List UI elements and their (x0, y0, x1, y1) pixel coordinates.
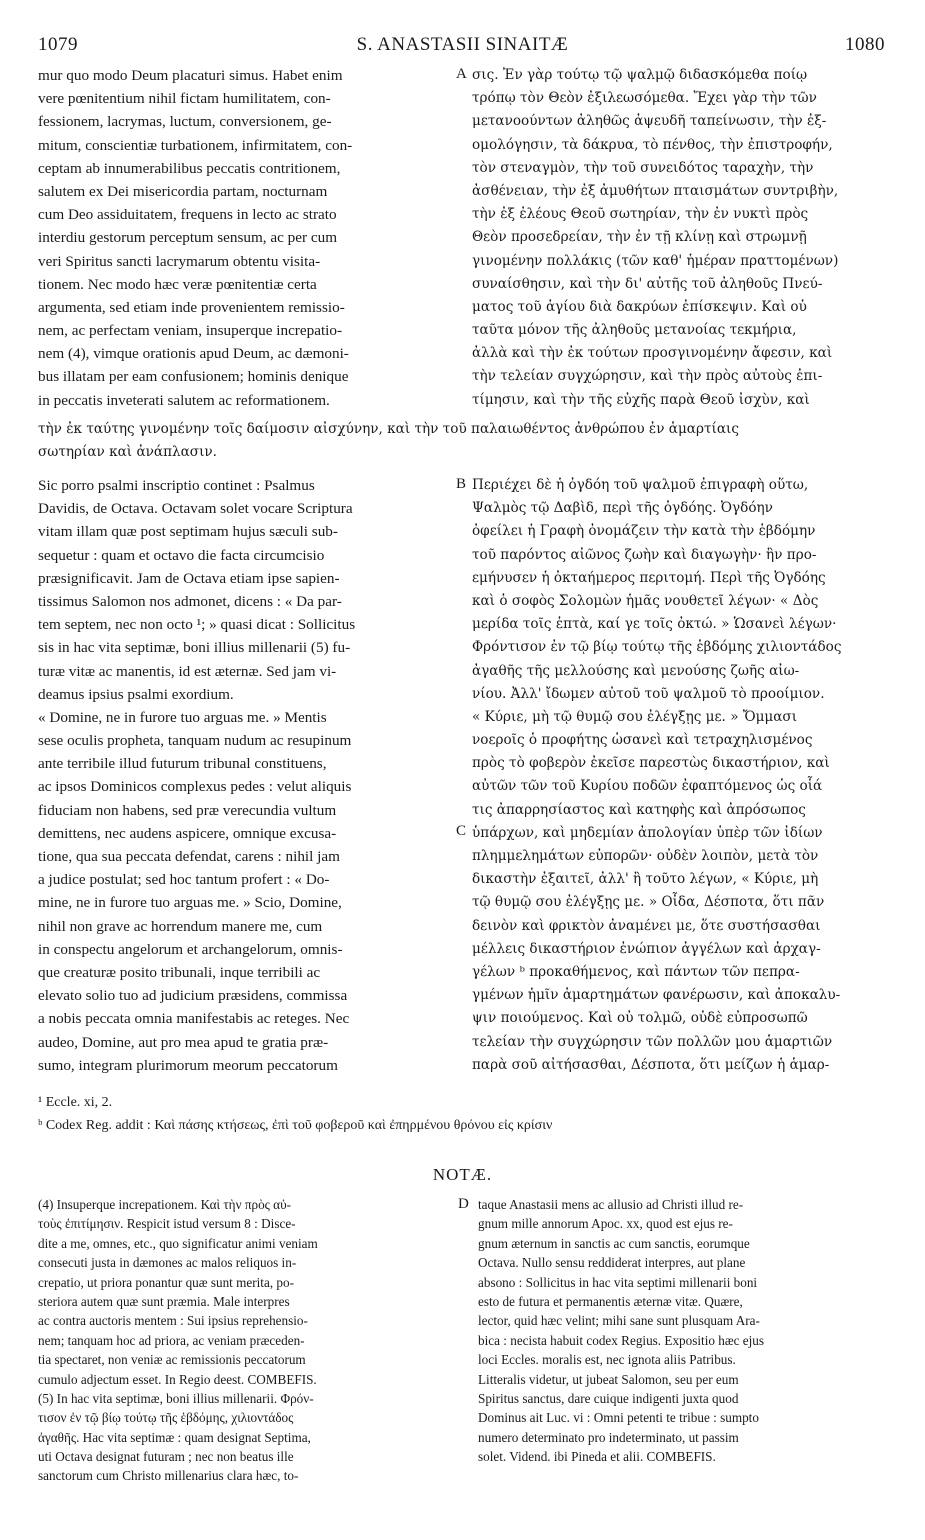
latin-text-line: veri Spiritus sancti lacrymarum obtentu visita- (38, 252, 321, 270)
latin-text-line: cum Deo assiduitatem, frequens in lecto ac strato (38, 206, 337, 224)
footnote-1: ¹ Eccle. xi, 2. (38, 1095, 113, 1110)
note-text-line: τισον ἐν τῷ βίῳ τούτῳ τῆς ἑβδόμης, χιλιοντάδος (38, 1410, 294, 1426)
greek-text-line: γέλων ᵇ προκαθήμενος, καὶ πάντων τῶν πεπρα- (472, 963, 800, 980)
notes-right-column (478, 1195, 890, 1466)
latin-column-1 (38, 64, 454, 412)
latin-text-line: sequetur : quam et octavo die facta circumcisio (38, 546, 325, 564)
note-text-line: esto de futura et permanentis æternæ vitæ. Quære, (478, 1293, 743, 1309)
greek-text-line: Ψαλμὸς τῷ Δαβὶδ, περὶ τῆς ὀγδόης. Ὀγδόην (472, 500, 773, 517)
note-text-line: τοὺς ἐπιτίμησιν. Respicit istud versum 8 : Disce- (38, 1216, 296, 1232)
note-text-line: uti Octava designat futuram ; nec non beatus ille (38, 1449, 294, 1465)
greek-text-line: τοῦ παρόντος αἰῶνος ζωὴν καὶ διαγωγὴν· ἣν προ- (472, 546, 817, 563)
latin-text-line: tem septem, nec non octo ¹; » quasi dicat : Sollicitus (38, 616, 356, 634)
margin-marker-d: D (458, 1196, 469, 1212)
latin-text-line: bus illatam per eam confusionem; hominis denique (38, 368, 349, 386)
note-text-line: Litteralis videtur, ut jubeat Salomon, seu per eum (478, 1371, 739, 1387)
greek-text-line: ματος τοῦ ἁγίου διὰ δακρύων ἐπίσκεψιν. Καὶ οὐ (472, 298, 807, 315)
greek-text-line: καὶ ὁ σοφὸς Σολομὼν ἡμᾶς νουθετεῖ λέγων· « Δὸς (472, 592, 819, 609)
note-text-line: (4) Insuperque increpationem. Καὶ τὴν πρὸς αὐ- (38, 1197, 292, 1212)
left-page-number: 1079 (38, 34, 78, 55)
greek-text-line: δεινὸν καὶ φρικτὸν ἀναμένει με, ὅτε συστήσασθαι (472, 917, 821, 934)
latin-text-line: ceptam ab innumerabilibus peccatis contritionem, (38, 159, 341, 177)
greek-text-line: παρὰ σοῦ αἰτήσασθαι, Δέσποτα, ὅτι μείζων ἡ ἁμαρ- (472, 1056, 830, 1073)
running-title: S. ANASTASII SINAITÆ (356, 34, 569, 55)
latin-text-line: nihil non grave ac horrendum manere me, cum (38, 917, 323, 935)
latin-text-line: fessionem, lacrymas, luctum, conversionem, ge- (38, 113, 332, 131)
greek-text-line: ψιν ποιούμενος. Καὶ οὐ τολμῶ, οὐδὲ εὐπροσωπῶ (472, 1010, 808, 1027)
latin-text-line: tione, qua sua peccata defendat, carens : nihil jam (38, 848, 340, 865)
greek-text-line: εμήνυσεν ἡ ὀκταήμερος περιτομή. Περὶ τῆς Ὀγδόης (472, 569, 826, 586)
latin-text-line: demittens, nec audens aspicere, omnique excusa- (38, 824, 337, 842)
greek-text-line: ταῦτα μόνον τῆς ἀληθοῦς μετανοίας τεκμήρια, (472, 322, 797, 339)
latin-text-line: « Domine, ne in furore tuo arguas me. » Mentis (38, 708, 327, 726)
note-text-line: ἀγαθῆς. Hac vita septimæ : quam designat Septima, (38, 1429, 311, 1445)
greek-text-line: τὴν ἐξ ἐλέους Θεοῦ σωτηρίαν, τὴν ἐν νυκτὶ πρὸς (472, 206, 809, 223)
greek-text-line: τίμησιν, καὶ τὴν τῆς εὐχῆς παρὰ Θεοῦ ἰσχὺν, καὶ (472, 391, 810, 408)
greek-text-line: τῷ θυμῷ σου ἐλέγξῃς με. » Οἶδα, Δέσποτα, ὅτι πᾶν (472, 894, 825, 911)
margin-marker-a: A (456, 66, 467, 82)
greek-column-2 (472, 474, 890, 1077)
latin-text-line: nem, ac perfectam veniam, insuperque increpatio- (38, 322, 343, 340)
note-text-line: lector, quid hæc velint; mihi sane sunt plusquam Ara- (478, 1313, 760, 1329)
latin-text-line: mur quo modo Deum placaturi simus. Habet enim (38, 67, 343, 84)
greek-text-line: πλημμελημάτων εὐπορῶν· οὐδὲν λοιπὸν, μετὰ τὸν (472, 848, 819, 864)
greek-text-line: τὴν τελείαν συγχώρησιν, καὶ τὴν πρὸς αὐτοὺς ἐπι- (472, 368, 823, 385)
greek-text-line: ἀγαθῆς τῆς μελλούσης καὶ μενούσης ζωῆς αἰω- (472, 662, 800, 679)
latin-text-line: a nobis peccata omnia manifestabis ac reteges. Nec (38, 1010, 350, 1028)
greek-text-line: Φρόντισον ἐν τῷ βίῳ τούτῳ τῆς ἑβδόμης χιλιοντάδος (472, 639, 842, 656)
note-text-line: cumulo adjectum esset. In Regio deest. COMBEFIS. (38, 1371, 317, 1387)
latin-column-2 (38, 474, 454, 1077)
latin-text-line: Sic porro psalmi inscriptio continet : Psalmus (38, 477, 315, 494)
notes-heading: NOTÆ. (432, 1165, 493, 1184)
greek-text-line: γινομένην πολλάκις (τῶν καθ' ἡμέραν πραττομένων) (472, 252, 839, 269)
latin-text-line: fiduciam non habens, sed præ verecundia vultum (38, 801, 337, 819)
latin-text-line: mitum, conscientiæ turbationem, infirmitatem, con- (38, 136, 353, 154)
greek-text-line: Περιέχει δὲ ἡ ὀγδόη τοῦ ψαλμοῦ ἐπιγραφὴ οὕτω, (472, 477, 809, 493)
greek-text-line: ὑπάρχων, καὶ μηδεμίαν ἀπολογίαν ὑπὲρ τῶν ἰδίων (472, 824, 823, 841)
latin-text-line: in conspectu angelorum et archangelorum, omnis- (38, 940, 343, 958)
right-page-number: 1080 (845, 34, 885, 55)
greek-text-line: μέλλεις δικαστήριον ἐνώπιον ἀγγέλων καὶ ἀρχαγ- (472, 940, 821, 957)
note-text-line: consecuti justa in dæmones ac malos reliquos in- (38, 1255, 297, 1271)
latin-text-line: tionem. Nec modo hæc veræ pœnitentiæ certa (38, 275, 317, 293)
note-text-line: steriora autem quæ sunt præmia. Male interpres (38, 1293, 290, 1309)
note-text-line: Spiritus sanctus, dare cuique indigenti juxta quod (478, 1390, 739, 1406)
note-text-line: ac contra auctoris mentem : Sui ipsius reprehensio- (38, 1313, 308, 1329)
note-text-line: solet. Vidend. ibi Pineda et alii. COMBEFIS. (478, 1449, 716, 1465)
note-text-line: (5) In hac vita septimæ, boni illius millenarii. Φρόν- (38, 1390, 314, 1406)
latin-text-line: præsignificavit. Jam de Octava etiam ipse sapien- (38, 569, 340, 587)
margin-marker-b: B (456, 476, 467, 492)
note-text-line: bica : necista habuit codex Regius. Expositio hæc ejus (478, 1332, 765, 1348)
latin-text-line: ante terribile illud futurum tribunal constituens, (38, 755, 327, 773)
margin-marker-c: C (456, 823, 467, 839)
latin-text-line: sumo, integram plurimorum meorum peccatorum (38, 1056, 338, 1074)
latin-text-line: sis in hac vita septimæ, boni illius millenarii (5) fu- (38, 639, 351, 657)
greek-column-1 (472, 64, 890, 412)
latin-text-line: deamus ipsius psalmi exordium. (38, 685, 234, 703)
note-text-line: dite a me, omnes, etc., quo significatur animi veniam (38, 1235, 318, 1251)
greek-text-line: ὀφείλει ἡ Γραφὴ ὀνομάζειν τὴν κατὰ τὴν ἑβδόμην (472, 523, 816, 540)
latin-text-line: nem (4), vimque orationis apud Deum, ac dæmoni- (38, 345, 349, 363)
latin-text-line: ac ipsos Dominicos complexus pedes : velut aliquis (38, 778, 352, 796)
greek-text-line: δικαστὴν ἐξαιτεῖ, ἀλλ' ἢ τοῦτο λέγων, « Κύριε, μὴ (472, 871, 819, 888)
note-text-line: gnum æternum in sanctis ac cum sanctis, eorumque (478, 1235, 750, 1251)
note-text-line: sanctorum cum Christo millenarius clara hæc, to- (38, 1468, 299, 1484)
latin-text-line: sese oculis propheta, tanquam nudum ac resupinum (38, 732, 352, 750)
latin-text-line: interdiu gestorum perceptum sensum, ac per cum (38, 229, 338, 247)
latin-text-line: turæ vitæ ac manentis, id est æternæ. Sed jam vi- (38, 662, 337, 680)
note-text-line: gnum mille annorum Apoc. xx, quod est ejus re- (478, 1216, 733, 1232)
full-width-line-1: τὴν ἐκ ταύτης γινομένην τοῖς δαίμοσιν αἰσχύνην, καὶ τὴν τοῦ παλαιωθέντος ἀνθρώπου ἐν ἁμαρτίαις (38, 421, 739, 437)
latin-text-line: argumenta, sed etiam inde provenientem remissio- (38, 298, 345, 316)
note-text-line: absono : Sollicitus in hac vita septimi millenarii boni (478, 1274, 758, 1290)
note-text-line: numero determinato pro indeterminato, ut passim (478, 1429, 739, 1445)
greek-text-line: μερίδα τοῖς ἑπτὰ, καί γε τοῖς ὀκτώ. » Ὡσανεὶ λέγων· (472, 616, 837, 633)
full-width-line-2: σωτηρίαν καὶ ἀνάπλασιν. (38, 444, 217, 460)
greek-text-line: γμένων ἡμῖν ἁμαρτημάτων φανέρωσιν, καὶ ἀποκαλυ- (472, 987, 841, 1004)
footnote-b: ᵇ Codex Reg. addit : Καὶ πάσης κτήσεως, ἐπὶ τοῦ φοβεροῦ καὶ ἐπηρμένου θρόνου εἰς κρίσιν (38, 1118, 553, 1133)
latin-text-line: Davidis, de Octava. Octavam solet vocare Scriptura (38, 500, 353, 518)
greek-text-line: σις. Ἐν γὰρ τούτῳ τῷ ψαλμῷ διδασκόμεθα ποίῳ (472, 67, 808, 83)
note-text-line: loci Eccles. moralis est, nec ignota aliis Patribus. (478, 1352, 736, 1368)
notes-left-column (38, 1195, 450, 1486)
greek-text-line: τρόπῳ τὸν Θεὸν ἐξιλεωσόμεθα. Ἔχει γὰρ τὴν τῶν (472, 90, 817, 107)
latin-text-line: in peccatis inveterati salutem ac reformationem. (38, 391, 330, 409)
greek-text-line: τελείαν τὴν συγχώρησιν τῶν πολλῶν μου ἁμαρτιῶν (472, 1033, 833, 1050)
latin-text-line: audeo, Domine, aut pro mea apud te gratia præ- (38, 1033, 329, 1051)
latin-text-line: vitam illam quæ post septimam hujus sæculi sub- (38, 523, 338, 541)
note-text-line: Octava. Nullo sensu reddiderat interpres, aut plane (478, 1255, 746, 1271)
note-text-line: nem; tanquam hoc ad priora, ac veniam præceden- (38, 1332, 305, 1348)
latin-text-line: mine, ne in furore tuo arguas me. » Scio, Domine, (38, 894, 342, 912)
latin-text-line: a judice postulat; sed hoc tantum profert : « Do- (38, 871, 330, 889)
greek-text-line: νίου. Ἀλλ' ἴδωμεν αὐτοῦ τοῦ ψαλμοῦ τὸ προοίμιον. (472, 685, 825, 702)
latin-text-line: salutem ex Dei misericordia partam, nocturnam (38, 182, 328, 200)
note-text-line: tia spectaret, non veniæ ac remissionis peccatorum (38, 1352, 306, 1368)
greek-text-line: μετανοούντων ἀληθῶς ἀψευδῆ ταπείνωσιν, τὴν ἐξ- (472, 113, 827, 130)
latin-text-line: vere pœnitentium nihil fictam humilitatem, con- (38, 90, 331, 108)
latin-text-line: tissimus Salomon nos admonet, dicens : « Da par- (38, 592, 342, 610)
greek-text-line: « Κύριε, μὴ τῷ θυμῷ σου ἐλέγξῃς με. » Ὄμμασι (472, 708, 798, 725)
greek-text-line: τις ἀπαρρησίαστος καὶ κατηφὴς καὶ ἀπρόσωπος (472, 801, 806, 818)
greek-text-line: αὐτῶν τῶν τοῦ Κυρίου ποδῶν ἐφαπτόμενος ὡς οἷά (472, 778, 823, 795)
greek-text-line: ομολόγησιν, τὰ δάκρυα, τὸ πένθος, τὴν ἐπιστροφήν, (472, 136, 833, 153)
greek-text-line: Θεὸν προσεδρείαν, τὴν ἐν τῇ κλίνῃ καὶ στρωμνῇ (472, 229, 807, 246)
latin-text-line: que creaturæ posito tribunali, inque terribili ac (38, 963, 321, 981)
greek-text-line: τὸν στεναγμὸν, τὴν τοῦ συνειδότος ταραχὴν, τὴν (472, 159, 814, 176)
latin-text-line: elevato solio tuo ad judicium præsidens, commissa (38, 987, 348, 1005)
greek-text-line: πρὸς τὸ φοβερὸν ἐκεῖσε παρεστὼς δικαστήριον, καὶ (472, 755, 830, 772)
note-text-line: taque Anastasii mens ac allusio ad Christi illud re- (478, 1197, 744, 1212)
greek-text-line: νοεροῖς ὁ προφήτης ὡσανεὶ καὶ τετραχηλισμένος (472, 732, 813, 749)
greek-text-line: ἀσθένειαν, τὴν ἐξ ἀμυθήτων πταισμάτων συντριβὴν, (472, 182, 839, 199)
greek-text-line: ἀλλὰ καὶ τὴν ἐκ τούτων προσγινομένην ἄφεσιν, καὶ (472, 345, 833, 362)
greek-text-line: συναίσθησιν, καὶ τὴν δι' αὐτῆς τοῦ ἀληθοῦς Πνεύ- (472, 275, 823, 292)
note-text-line: crepatio, ut priora ponantur quæ sunt merita, po- (38, 1274, 294, 1290)
note-text-line: Dominus ait Luc. vi : Omni petenti te tribue : sumpto (478, 1410, 759, 1426)
